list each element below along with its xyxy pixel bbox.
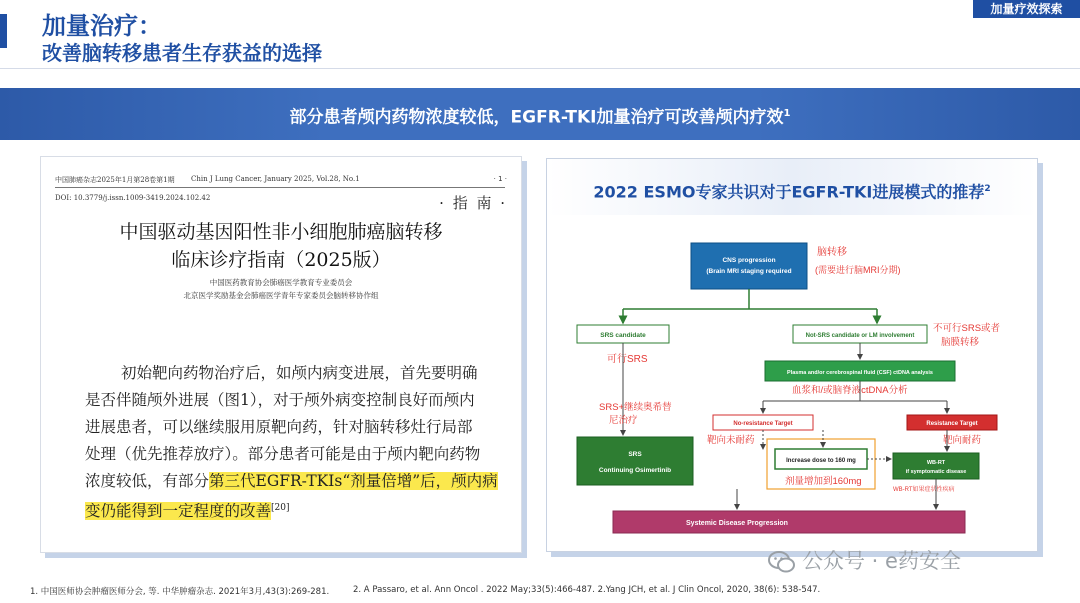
resistance-note: 靶向耐药 [943,435,982,446]
body-line-1: 初始靶向药物治疗后，如颅内病变进展，首先要明确 [121,364,478,382]
srs-cont-note1: SRS+继续奥希替 [599,402,672,413]
cns-note1: 脑转移 [817,247,847,258]
page-number: · 1 · [493,175,507,183]
systemic-progression-box [613,511,965,533]
citation-ref: [20] [271,503,290,513]
srs-box-line1: SRS [628,451,642,458]
journal-cn: 中国肺癌杂志2025年1月第28卷第1期 [55,176,175,184]
footnote-ref2: 2. A Passaro, et al. Ann Oncol . 2022 May;33(5):466-487. 2.Yang JCH, et al. J Clin Oncol, 2020, 38(6): 538-547. [353,585,821,595]
section-label: · 指 南 · [439,194,507,212]
increase-dose-note: 剂量增加到160mg [785,476,862,487]
doi: DOI: 10.3779/j.issn.1009-3419.2024.102.42 [55,194,211,202]
systemic-label: Systemic Disease Progression [686,520,788,527]
highlight-text-1: 第三代EGFR-TKIs“剂量倍增”后，颅内病 [209,472,498,490]
cns-line2: (Brain MRI staging required [706,268,792,275]
wbrt-box [893,453,979,479]
body-line-2: 是否伴随颅外进展（图1），对于颅外病变控制良好而颅内 [85,391,475,409]
guideline-excerpt [40,156,522,553]
cns-note2: (需要进行脑MRI分期) [815,265,901,275]
section-tag: 加量疗效探索 [973,0,1080,18]
watermark [768,545,961,575]
increase-dose-label: Increase dose to 160 mg [786,458,856,464]
srs-candidate-note: 可行SRS [607,354,648,365]
org-1: 中国医药教育协会肺癌医学教育专业委员会 [209,278,353,287]
no-resistance-label: No-resistance Target [733,421,793,427]
srs-continuing-box [577,437,693,485]
org-2: 北京医学奖励基金会肺癌医学青年专家委员会脑转移协作组 [183,291,379,300]
page-title-line1: 加量治疗： [42,12,162,40]
header-rule [55,187,505,188]
not-srs-note2: 脑膜转移 [941,337,980,348]
flowchart-heading-ref: 2 [984,184,991,194]
divider [0,68,1080,69]
body-line-3: 进展患者，可以继续服用原靶向药，针对脑转移灶行局部 [85,418,473,436]
banner-ref: 1 [783,108,791,119]
body-line-6 [85,495,495,522]
watermark-text: 公众号 · e药安全 [802,549,961,573]
wbrt-line1: WB-RT [926,460,946,466]
accent-bar [0,14,7,48]
resistance-label: Resistance Target [926,421,978,427]
key-message-banner [0,88,1080,140]
banner-text: 部分患者颅内药物浓度较低，EGFR-TKI加量治疗可改善颅内疗效 [289,107,784,128]
cns-line1: CNS progression [722,257,776,264]
flowchart-diagram [547,159,1037,551]
journal-en: Chin J Lung Cancer, January 2025, Vol.28, No.1 [191,175,360,183]
wechat-icon [768,551,796,573]
doc-title-line1: 中国驱动基因阳性非小细胞肺癌脑转移 [119,221,443,243]
no-resistance-note: 靶向未耐药 [707,435,755,446]
ctdna-note: 血浆和/或脑脊液ctDNA分析 [792,385,908,396]
wbrt-line2: if symptomatic disease [905,469,967,475]
esmo-flowchart-card [546,158,1038,552]
ctdna-label: Plasma and/or cerebrospinal fluid (CSF) ctDNA analysis [787,370,933,376]
body-line-5a: 浓度较低，有部分 [85,472,210,490]
not-srs-note1: 不可行SRS或者 [933,323,1001,334]
flowchart-heading-text: 2022 ESMO专家共识对于EGFR-TKI进展模式的推荐 [593,182,985,202]
cns-progression-box [691,243,807,289]
footnote-ref1: 1. 中国医师协会肿瘤医师分会, 等. 中华肿瘤杂志. 2021年3月,43(3):269-281. [30,587,330,597]
srs-box-line2: Continuing Osimertinib [598,467,672,474]
doc-title-line2: 临床诊疗指南（2025版） [171,249,391,271]
srs-cont-note2: 尼治疗 [609,415,638,426]
highlight-text-2: 变仍能得到一定程度的改善 [85,502,272,521]
body-line-5 [85,468,498,495]
body-line-4: 处理（优先推荐放疗）。部分患者可能是由于颅内靶向药物 [85,445,481,463]
page-title-line2: 改善脑转移患者生存获益的选择 [42,41,322,65]
not-srs-label: Not-SRS candidate or LM involvement [805,333,915,339]
srs-candidate-label: SRS candidate [600,332,646,339]
wbrt-note: WB-RT如果症状性疾病 [893,487,955,493]
doc-body-text [85,360,498,522]
